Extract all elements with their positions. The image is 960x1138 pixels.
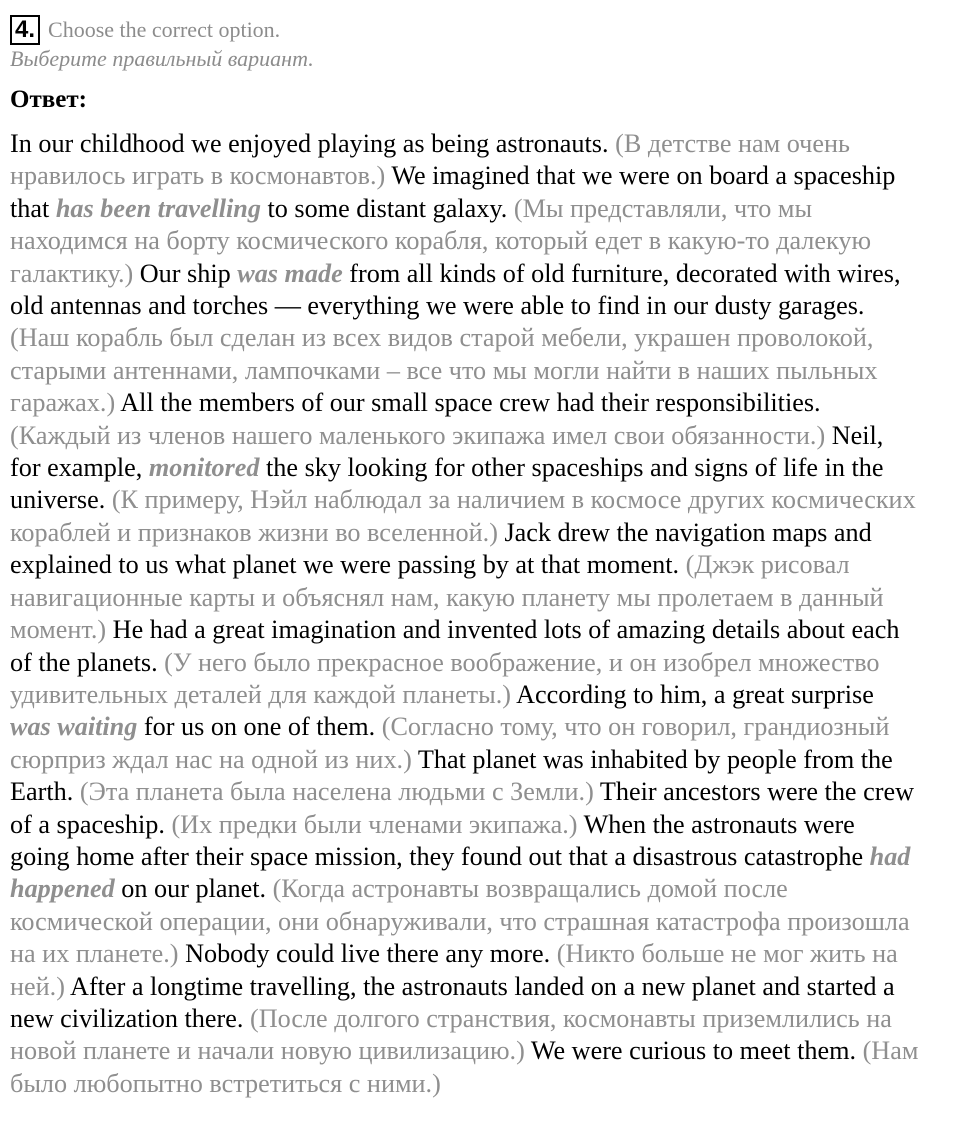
english-sentence: According to him, a great surprise <box>516 679 874 709</box>
russian-translation: (Никто больше не мог жить на ней.) <box>10 939 898 1001</box>
english-sentence: After a longtime travelling, the astronauts landed on a new planet and started a new civilization there. <box>10 971 895 1033</box>
russian-translation: (В детстве нам очень нравилось играть в космонавтов.) <box>10 129 850 191</box>
task-header <box>10 14 280 46</box>
russian-translation: (Мы представляли, что мы находимся на борту космического корабля, который едет в какую-то далекую галактику.) <box>10 193 872 288</box>
task-instruction-english: Choose the correct option. <box>48 17 281 42</box>
russian-translation: (Когда астронавты возвращались домой после космической операции, они обнаруживали, что страшная катастрофа произошла на их планете.) <box>10 874 910 969</box>
english-sentence: for us on one of them. <box>137 712 382 742</box>
english-sentence: the sky looking for other spaceships and signs of life in the universe. <box>10 453 884 515</box>
english-sentence: All the members of our small space crew had their responsibilities. <box>120 388 821 418</box>
english-sentence: Our ship <box>139 258 238 288</box>
english-sentence: That planet was inhabited by people from the Earth. <box>10 744 893 807</box>
task-number-box: 4. <box>10 15 40 45</box>
highlighted-verb-form: was made <box>237 258 343 288</box>
highlighted-verb-form: was waiting <box>10 712 138 742</box>
russian-translation: (К примеру, Нэйл наблюдал за наличием в космосе других космических кораблей и признаков жизни во вселенной.) <box>10 485 916 547</box>
task-instruction-russian: Выберите правильный вариант. <box>10 46 314 71</box>
english-sentence: Neil, for example, <box>10 420 884 483</box>
english-sentence: to some distant galaxy. <box>260 193 514 223</box>
english-sentence: We were curious to meet them. <box>530 1036 863 1066</box>
highlighted-verb-form: monitored <box>148 453 260 483</box>
english-sentence: We imagined that we were on board a spaceship that <box>10 161 896 223</box>
english-sentence: Jack drew the navigation maps and explained to us what planet we were passing by at that moment. <box>10 517 872 580</box>
english-sentence: from all kinds of old furniture, decorated with wires, old antennas and torches — everything we were able to find in our dusty garages. <box>10 258 901 321</box>
russian-translation: (Согласно тому, что он говорил, грандиозный сюрприз ждал нас на одной из них.) <box>10 712 890 774</box>
russian-translation: (Нам было любопытно встретиться с ними.) <box>10 1036 919 1098</box>
answer-heading: Ответ: <box>10 86 87 113</box>
english-sentence: Their ancestors were the crew of a spaceship. <box>10 777 914 839</box>
russian-translation: (У него было прекрасное воображение, и он изобрел множество удивительных деталей для каждой планеты.) <box>10 647 880 709</box>
highlighted-verb-form: has been travelling <box>55 193 261 223</box>
highlighted-verb-form: had happened <box>10 841 911 904</box>
russian-translation: (Эта планета была населена людьми с Земли.) <box>79 777 600 807</box>
english-sentence: When the astronauts were going home after their space mission, they found out that a disastrous catastrophe <box>10 809 870 871</box>
russian-translation: (Каждый из членов нашего маленького экипажа имел свои обязанности.) <box>10 420 832 450</box>
english-sentence: Nobody could live there any more. <box>185 939 557 969</box>
english-sentence: In our childhood we enjoyed playing as being astronauts. <box>10 129 616 158</box>
russian-translation: (Джэк рисовал навигационные карты и объяснял нам, какую планету мы пролетаем в данный момент.) <box>10 550 884 645</box>
russian-translation: (Их предки были членами экипажа.) <box>171 809 584 839</box>
russian-translation: (Наш корабль был сделан из всех видов старой мебели, украшен проволокой, старыми антеннами, лампочками – все что мы могли найти в наших пыльных гаражах.) <box>10 323 878 418</box>
english-sentence: He had a great imagination and invented lots of amazing details about each of the planets. <box>10 615 900 677</box>
russian-translation: (После долгого странствия, космонавты приземлились на новой планете и начали новую цивилизацию.) <box>10 1003 892 1066</box>
answer-text <box>10 128 920 1100</box>
english-sentence: on our planet. <box>114 874 273 904</box>
